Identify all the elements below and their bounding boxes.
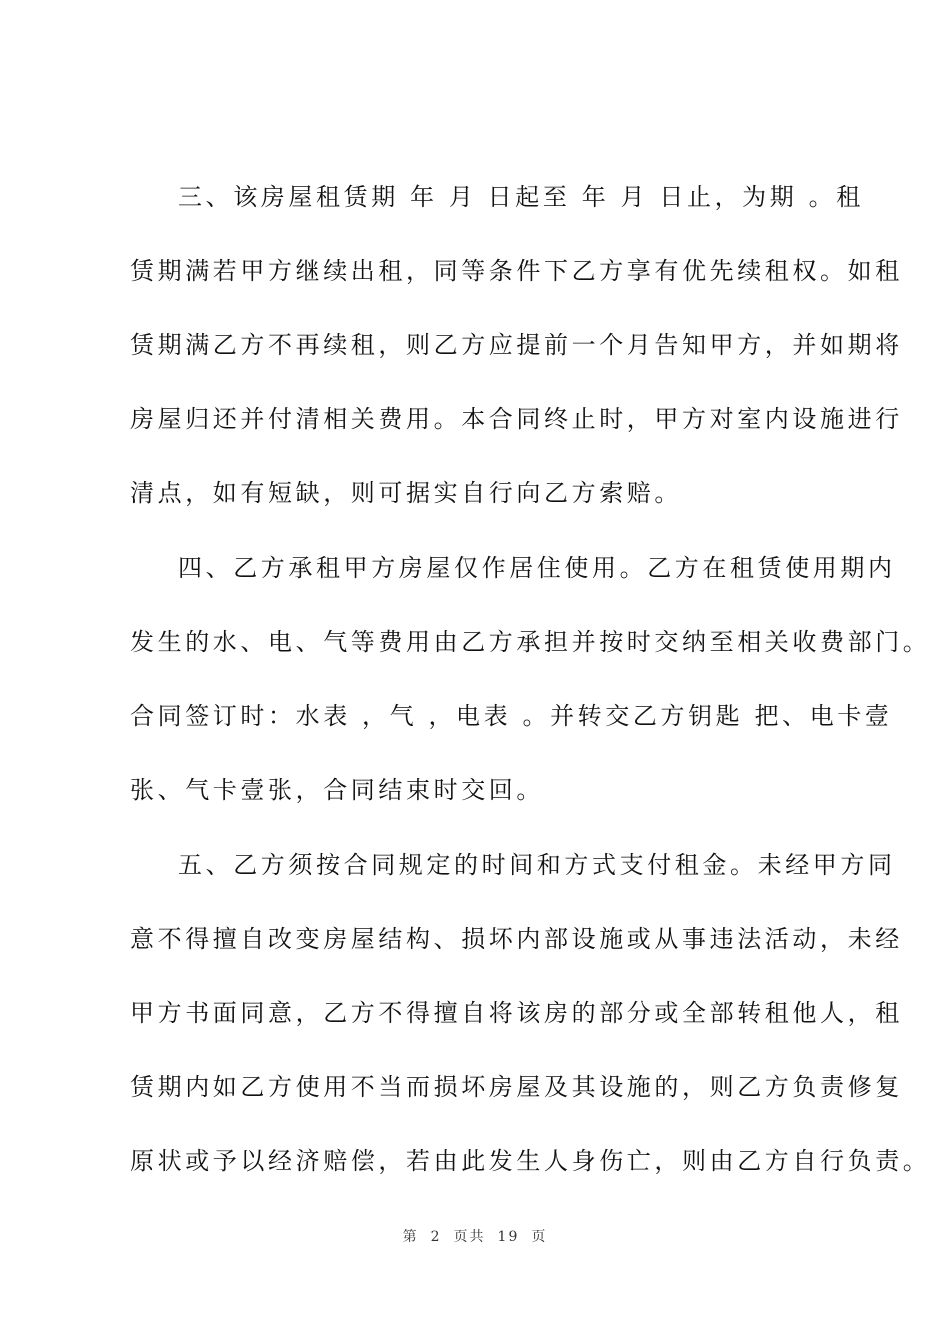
page-footer — [0, 1226, 950, 1246]
clause-3-line-5: 清点，如有短缺，则可据实自行向乙方索赔。 — [130, 479, 682, 507]
clause-3-line-2: 赁期满若甲方继续出租，同等条件下乙方享有优先续租权。如租 — [130, 257, 903, 285]
footer-prefix: 第 — [402, 1229, 419, 1245]
clause-5-line-4: 赁期内如乙方使用不当而损坏房屋及其设施的，则乙方负责修复 — [130, 1073, 903, 1101]
clause-5-line-1: 五、乙方须按合同规定的时间和方式支付租金。未经甲方同 — [178, 851, 896, 879]
clause-3-line-4: 房屋归还并付清相关费用。本合同终止时，甲方对室内设施进行 — [130, 405, 903, 433]
clause-4-line-4: 张、气卡壹张，合同结束时交回。 — [130, 776, 544, 804]
footer-suffix: 页 — [531, 1229, 548, 1245]
clause-4-line-1: 四、乙方承租甲方房屋仅作居住使用。乙方在租赁使用期内 — [178, 554, 896, 582]
clause-5-line-5: 原状或予以经济赔偿，若由此发生人身伤亡，则由乙方自行负责。 — [130, 1147, 931, 1175]
footer-total-pages: 19 — [497, 1229, 520, 1245]
clause-3-line-1: 三、该房屋租赁期 年 月 日起至 年 月 日止，为期 。租 — [178, 183, 864, 211]
clause-4-line-2: 发生的水、电、气等费用由乙方承担并按时交纳至相关收费部门。 — [130, 628, 931, 656]
clause-5-line-3: 甲方书面同意，乙方不得擅自将该房的部分或全部转租他人，租 — [130, 999, 903, 1027]
footer-page-number: 2 — [430, 1229, 442, 1245]
clause-5-line-2: 意不得擅自改变房屋结构、损坏内部设施或从事违法活动，未经 — [130, 925, 903, 953]
footer-middle: 页共 — [453, 1229, 486, 1245]
clause-4-line-3: 合同签订时：水表 ，气 ，电表 。并转交乙方钥匙 把、电卡壹 — [130, 702, 893, 730]
clause-3-line-3: 赁期满乙方不再续租，则乙方应提前一个月告知甲方，并如期将 — [130, 331, 903, 359]
